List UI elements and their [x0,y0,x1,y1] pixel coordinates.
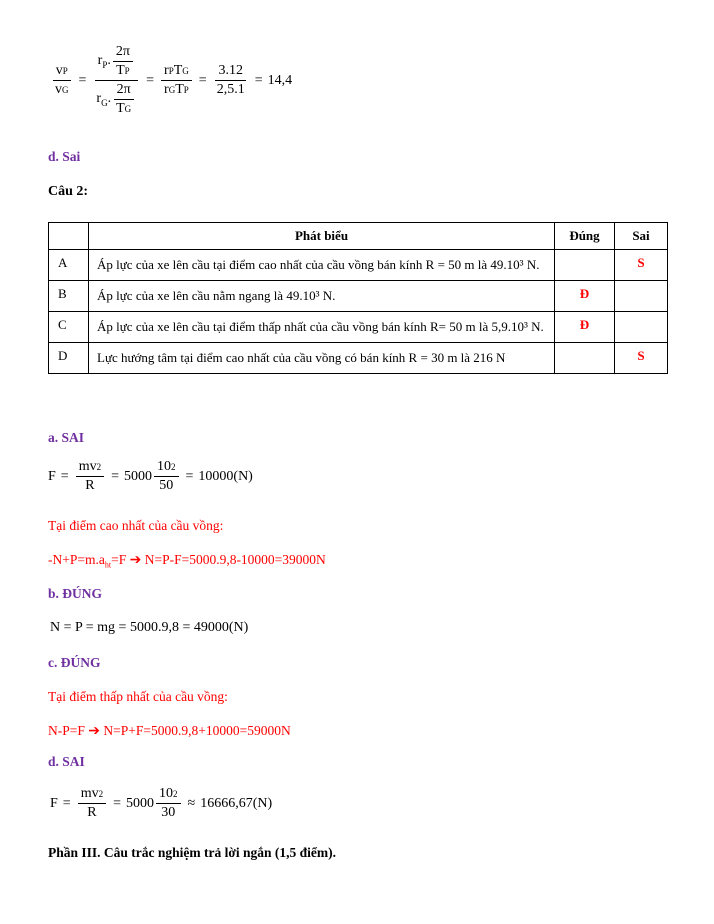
math-token: T [116,63,125,78]
math-subscript: P [102,59,108,70]
dung-mark [555,342,615,373]
note-lowest-point: Tại điểm thấp nhất của cầu vồng: [48,689,228,704]
math-token [53,63,71,81]
math-token: 5000 [126,795,154,811]
math-token: 2π [113,44,133,62]
math-subscript: P [168,65,174,76]
approx-sign: ≈ [187,795,196,811]
math-token [98,53,111,70]
math-token: . [107,91,112,107]
math-token: 50 [159,478,174,493]
fraction-mv2-r [76,459,104,494]
math-token [113,100,134,117]
math-token [93,81,139,117]
math-token: mv [80,786,99,801]
math-token: N=P-F=5000.9,8-10000=39000N [141,552,326,567]
math-token [156,786,181,804]
math-token: N = P = mg = 5000.9,8 = 49000(N) [50,620,249,635]
math-token: R [87,805,97,820]
math-token: r [164,82,169,97]
section-a-verdict: a. SAI [48,430,85,445]
math-token: N=P+F=5000.9,8+10000=59000N [99,723,291,738]
dung-mark: Đ [555,280,615,311]
equals-sign: = [78,72,87,88]
table-row [49,311,668,342]
section-d-verdict: d. SAI [48,754,85,769]
math-token [76,459,104,477]
row-statement: Lực hướng tâm tại điểm cao nhất của cầu vồng có bán kính R = 30 m là 216 N [89,342,555,373]
math-subscript: P [124,65,130,76]
math-token [154,459,179,477]
math-token: 10 [159,786,173,801]
math-subscript: P [62,65,68,76]
equals-sign: = [62,795,71,811]
math-subscript: G [168,84,176,95]
equals-sign: = [146,72,155,88]
math-token: T [173,63,183,78]
math-result: 16666,67(N) [200,795,273,811]
formula-velocity-ratio [50,44,292,117]
equals-sign: = [60,468,69,484]
math-subscript: G [182,65,189,76]
math-result: 10000(N) [198,468,253,484]
math-superscript: 2 [98,788,104,799]
math-token: r [96,91,102,107]
header-dung: Đúng [555,223,615,250]
fraction-mv2-r [78,786,106,821]
sai-mark [615,311,668,342]
row-statement: Áp lực của xe lên cầu nằm ngang là 49.10³ N. [89,280,555,311]
fraction-102-30 [156,786,181,821]
section-b-verdict: b. ĐÚNG [48,586,103,601]
row-letter: C [49,311,89,342]
table-row [49,280,668,311]
math-token: r [97,53,103,69]
math-superscript: 2 [96,461,102,472]
row-statement: Áp lực của xe lên cầu tại điểm cao nhất của cầu vồng bán kính R = 50 m là 49.10³ N. [89,249,555,280]
math-token [161,81,192,98]
equals-sign: = [185,468,194,484]
statement-table [48,222,668,374]
math-token: 3.12 [215,63,246,81]
fraction-numeric [214,63,248,98]
table-row [49,249,668,280]
math-token: =F [111,552,130,567]
question-2-label: Câu 2: [48,184,89,199]
math-token [96,91,111,108]
fraction-2pi-tp [113,44,133,79]
sai-mark: S [615,342,668,373]
equals-sign: = [111,468,119,484]
red-equation-highest [48,552,326,570]
math-subscript: G [62,84,69,95]
math-subscript: ht [104,560,112,570]
row-letter: B [49,280,89,311]
math-subscript: P [183,84,189,95]
row-letter: A [49,249,89,280]
header-blank [49,223,89,250]
part-3-heading: Phần III. Câu trắc nghiệm trả lời ngắn (1,5 điểm). [48,845,336,860]
dung-mark: Đ [555,311,615,342]
arrow-right-icon: ➔ [88,724,100,739]
header-statement: Phát biểu [89,223,555,250]
math-token: N-P=F [48,723,89,738]
math-subscript: G [101,97,108,108]
math-token [52,81,72,98]
formula-normal-force [50,620,248,636]
math-token: F [48,468,56,484]
math-token: v [55,63,63,78]
row-letter: D [49,342,89,373]
math-token: F [50,795,58,811]
math-token [113,62,133,79]
red-equation-lowest [48,723,291,740]
formula-force-r30 [50,786,272,821]
math-superscript: 2 [173,788,178,799]
fraction-rptg [161,63,192,98]
math-token: 10 [157,459,171,474]
arrow-right-icon: ➔ [129,553,142,568]
math-token: r [164,63,169,78]
row-statement: Áp lực của xe lên cầu tại điểm thấp nhất của cầu vồng bán kính R= 50 m là 5,9.10³ N. [89,311,555,342]
equals-sign: = [113,795,121,811]
math-token: mv [78,459,97,474]
fraction-vp-vg [52,63,72,98]
sai-mark [615,280,668,311]
answer-d-previous: d. Sai [48,149,81,164]
formula-force-top [48,459,253,494]
math-result: 14,4 [267,72,293,88]
fraction-102-50 [154,459,179,494]
math-token: 5000 [124,468,152,484]
math-token: 2π [114,82,134,100]
table-header-row [49,223,668,250]
math-token [161,63,192,81]
math-token [78,786,106,804]
math-token: 30 [161,805,176,820]
dung-mark [555,249,615,280]
fraction-2pi-tg [113,82,134,117]
math-token: 2,5.1 [216,82,245,97]
math-token: v [55,82,62,97]
math-token: -N+P=m.a [48,552,105,567]
sai-mark: S [615,249,668,280]
header-sai: Sai [615,223,668,250]
math-token: T [175,82,184,97]
math-subscript: G [124,103,132,114]
math-token: . [107,53,111,69]
math-token: R [85,478,95,493]
table-row [49,342,668,373]
math-token [95,44,138,81]
equals-sign: = [198,72,207,88]
math-token: T [116,101,125,116]
section-c-verdict: c. ĐÚNG [48,655,101,670]
equals-sign: = [254,72,263,88]
fraction-nested [93,44,139,117]
note-highest-point: Tại điểm cao nhất của cầu vồng: [48,518,224,533]
math-superscript: 2 [171,461,176,472]
